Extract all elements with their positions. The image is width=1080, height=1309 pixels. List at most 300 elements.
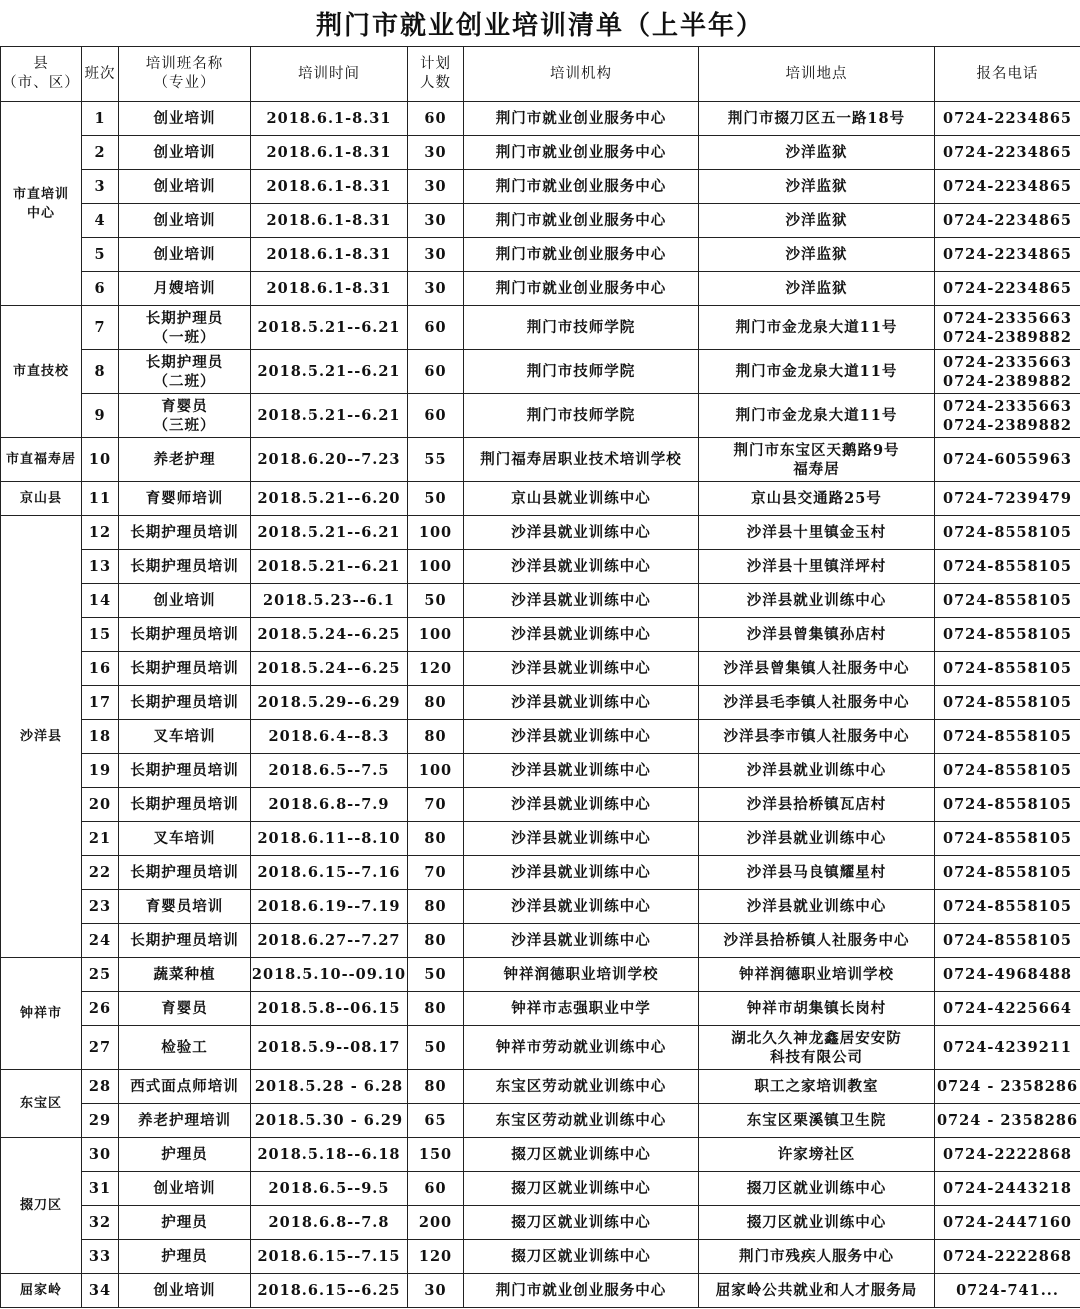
class-name-cell [119,754,251,788]
phone-line: 0724-2389882 [943,372,1072,390]
time-cell: 2018.5.21--6.21 [251,350,408,394]
header-county [1,47,82,102]
batch-cell: 34 [82,1274,119,1308]
institution-cell [464,1240,699,1274]
location-line: 许家塝社区 [777,1146,856,1163]
class-name-cell [119,102,251,136]
table-row [1,1172,1080,1206]
table-body [1,102,1080,1308]
phone-cell [935,1104,1080,1138]
header-row [1,47,1080,102]
plan-cell: 70 [408,856,464,890]
location-cell [699,306,935,350]
batch-cell: 14 [82,584,119,618]
batch-cell: 2 [82,136,119,170]
institution-cell [464,584,699,618]
table-row [1,1104,1080,1138]
batch-cell: 17 [82,686,119,720]
county-name-line: 市直福寿居 [5,452,76,467]
location-line: 荆门市金龙泉大道11号 [735,319,898,336]
phone-line: 0724-8558105 [943,762,1072,779]
table-row [1,1026,1080,1070]
time-cell: 2018.5.21--6.21 [251,394,408,438]
phone-cell [935,516,1080,550]
batch-cell: 13 [82,550,119,584]
batch-cell: 23 [82,890,119,924]
location-line: 钟祥润德职业培训学校 [739,966,894,983]
institution-cell [464,652,699,686]
phone-cell [935,350,1080,394]
plan-cell: 50 [408,958,464,992]
location-cell [699,822,935,856]
location-line: 沙洋县拾桥镇瓦店村 [746,796,887,813]
table-row [1,584,1080,618]
phone-line: 0724-2447160 [943,1214,1072,1231]
location-line: 沙洋监狱 [785,246,848,263]
county-name-line: 屈家岭 [19,1283,62,1298]
batch-cell: 9 [82,394,119,438]
table-row [1,272,1080,306]
class-name-cell [119,170,251,204]
class-name-line: 创业培训 [153,178,216,195]
time-cell: 2018.6.15--7.16 [251,856,408,890]
class-name-cell [119,1172,251,1206]
batch-cell: 33 [82,1240,119,1274]
class-name-line: 护理员 [161,1146,208,1163]
phone-cell [935,272,1080,306]
table-row [1,170,1080,204]
phone-cell [935,584,1080,618]
class-name-line: 长期护理员 [145,309,224,327]
institution-cell [464,890,699,924]
table-row [1,1206,1080,1240]
time-cell: 2018.6.19--7.19 [251,890,408,924]
phone-cell [935,1026,1080,1070]
class-name-cell [119,618,251,652]
time-cell: 2018.6.27--7.27 [251,924,408,958]
class-name-cell [119,1070,251,1104]
class-name-line: 长期护理员培训 [130,694,239,711]
phone-line: 0724-8558105 [943,694,1072,711]
time-cell: 2018.6.1-8.31 [251,102,408,136]
phone-cell [935,618,1080,652]
time-cell: 2018.5.8--06.15 [251,992,408,1026]
training-table [0,46,1080,1308]
class-name-cell [119,204,251,238]
location-line: 沙洋监狱 [785,212,848,229]
batch-cell: 27 [82,1026,119,1070]
location-line: 职工之家培训教室 [754,1078,879,1095]
phone-cell [935,482,1080,516]
plan-cell: 80 [408,686,464,720]
table-row [1,822,1080,856]
class-name-line: （一班） [153,328,216,346]
institution-cell [464,788,699,822]
institution-cell [464,1104,699,1138]
phone-cell [935,1240,1080,1274]
time-cell: 2018.6.5--7.5 [251,754,408,788]
location-cell [699,1138,935,1172]
location-line: 掇刀区就业训练中心 [746,1180,887,1197]
table-row [1,438,1080,482]
location-cell [699,924,935,958]
location-cell [699,618,935,652]
institution-line: 荆门市就业创业服务中心 [495,178,667,195]
institution-line: 沙洋县就业训练中心 [511,762,651,779]
phone-line: 0724-8558105 [943,796,1072,813]
plan-cell: 100 [408,516,464,550]
location-line: 沙洋县就业训练中心 [746,592,887,609]
table-row [1,238,1080,272]
location-cell [699,516,935,550]
header-plan-line2: 人数 [420,75,451,91]
class-name-line: （二班） [153,372,216,390]
location-cell [699,720,935,754]
class-name-cell [119,584,251,618]
class-name-cell [119,482,251,516]
table-row [1,754,1080,788]
plan-cell: 100 [408,550,464,584]
batch-cell: 20 [82,788,119,822]
phone-line: 0724-4239211 [943,1039,1072,1056]
county-name-line: 东宝区 [19,1096,62,1111]
plan-cell: 80 [408,822,464,856]
location-cell [699,992,935,1026]
institution-cell [464,482,699,516]
table-row [1,686,1080,720]
class-name-cell [119,1240,251,1274]
location-line: 福寿居 [793,460,840,478]
phone-cell [935,1274,1080,1308]
institution-cell [464,958,699,992]
class-name-cell [119,550,251,584]
phone-line: 0724-2234865 [943,246,1072,263]
institution-cell [464,170,699,204]
header-plan [408,47,464,102]
institution-cell [464,992,699,1026]
location-line: 沙洋县拾桥镇人社服务中心 [723,932,910,949]
plan-cell: 70 [408,788,464,822]
institution-cell [464,1070,699,1104]
institution-cell [464,720,699,754]
plan-cell: 150 [408,1138,464,1172]
plan-cell: 60 [408,102,464,136]
batch-cell: 30 [82,1138,119,1172]
location-line: 沙洋县就业训练中心 [746,762,887,779]
plan-cell: 30 [408,170,464,204]
phone-cell [935,754,1080,788]
batch-cell: 18 [82,720,119,754]
header-class [119,47,251,102]
class-name-line: 创业培训 [153,212,216,229]
phone-line: 0724-8558105 [943,728,1072,745]
class-name-cell [119,438,251,482]
county-name-line: 钟祥市 [19,1006,62,1021]
phone-line: 0724-4968488 [943,966,1072,983]
phone-line: 0724-741... [956,1282,1059,1299]
batch-cell: 31 [82,1172,119,1206]
institution-line: 京山县就业训练中心 [511,490,651,507]
county-name-line: 掇刀区 [19,1198,62,1213]
phone-cell [935,438,1080,482]
location-cell [699,170,935,204]
table-row [1,394,1080,438]
batch-cell: 26 [82,992,119,1026]
plan-cell: 120 [408,652,464,686]
phone-line: 0724-2222868 [943,1248,1072,1265]
phone-line: 0724-2335663 [943,397,1072,415]
time-cell: 2018.5.9--08.17 [251,1026,408,1070]
class-name-line: 护理员 [161,1248,208,1265]
institution-cell [464,136,699,170]
location-line: 湖北久久神龙鑫居安安防 [731,1029,902,1047]
location-cell [699,394,935,438]
class-name-cell [119,924,251,958]
time-cell: 2018.5.21--6.21 [251,550,408,584]
class-name-cell [119,720,251,754]
plan-cell: 55 [408,438,464,482]
location-line: 沙洋监狱 [785,144,848,161]
phone-line: 0724-8558105 [943,864,1072,881]
institution-cell [464,204,699,238]
institution-cell [464,924,699,958]
institution-cell [464,686,699,720]
phone-line: 0724-2335663 [943,309,1072,327]
phone-cell [935,136,1080,170]
plan-cell: 80 [408,924,464,958]
plan-cell: 80 [408,890,464,924]
class-name-line: 叉车培训 [153,830,216,847]
phone-line: 0724-2234865 [943,280,1072,297]
class-name-line: 育婴师培训 [145,490,224,507]
location-cell [699,102,935,136]
class-name-line: 检验工 [161,1039,208,1056]
institution-cell [464,102,699,136]
phone-line: 0724-7239479 [943,490,1072,507]
phone-line: 0724-8558105 [943,592,1072,609]
class-name-cell [119,1026,251,1070]
table-row [1,890,1080,924]
class-name-line: 育婴员培训 [145,898,224,915]
table-row [1,924,1080,958]
location-cell [699,350,935,394]
location-line: 沙洋县十里镇金玉村 [746,524,887,541]
class-name-line: 创业培训 [153,246,216,263]
institution-line: 钟祥市劳动就业训练中心 [495,1039,667,1056]
location-cell [699,958,935,992]
institution-line: 东宝区劳动就业训练中心 [495,1112,667,1129]
class-name-line: 长期护理员培训 [130,762,239,779]
plan-cell: 30 [408,136,464,170]
class-name-cell [119,306,251,350]
location-line: 屈家岭公共就业和人才服务局 [715,1282,918,1299]
batch-cell: 3 [82,170,119,204]
institution-cell [464,350,699,394]
phone-cell [935,992,1080,1026]
time-cell: 2018.6.1-8.31 [251,136,408,170]
batch-cell: 5 [82,238,119,272]
class-name-cell [119,1138,251,1172]
plan-cell: 100 [408,618,464,652]
plan-cell: 60 [408,306,464,350]
class-name-line: 长期护理员 [145,353,224,371]
location-cell [699,1070,935,1104]
class-name-line: 长期护理员培训 [130,524,239,541]
time-cell: 2018.6.8--7.8 [251,1206,408,1240]
table-row [1,856,1080,890]
location-line: 东宝区栗溪镇卫生院 [746,1112,887,1129]
institution-line: 沙洋县就业训练中心 [511,728,651,745]
header-batch: 班次 [82,47,119,102]
location-cell [699,1240,935,1274]
class-name-cell [119,890,251,924]
county-name-line: 市直技校 [12,364,69,379]
batch-cell: 10 [82,438,119,482]
class-name-line: 创业培训 [153,110,216,127]
location-cell [699,686,935,720]
plan-cell: 30 [408,1274,464,1308]
plan-cell: 50 [408,584,464,618]
institution-cell [464,272,699,306]
location-cell [699,1172,935,1206]
location-line: 京山县交通路25号 [751,490,882,507]
page-title: 荆门市就业创业培训清单（上半年） [315,10,764,41]
class-name-line: 叉车培训 [153,728,216,745]
class-name-cell [119,136,251,170]
table-row [1,102,1080,136]
location-line: 沙洋监狱 [785,280,848,297]
location-cell [699,204,935,238]
header-county-line1: 县 [33,56,49,72]
institution-line: 沙洋县就业训练中心 [511,830,651,847]
header-plan-line1: 计划 [420,56,451,72]
location-cell [699,1026,935,1070]
phone-cell [935,1206,1080,1240]
location-cell [699,272,935,306]
institution-line: 沙洋县就业训练中心 [511,694,651,711]
phone-cell [935,1138,1080,1172]
county-cell [1,958,82,1070]
location-cell [699,136,935,170]
location-cell [699,856,935,890]
location-cell [699,890,935,924]
header-class-line2: （专业） [153,75,216,91]
plan-cell: 200 [408,1206,464,1240]
table-row [1,1240,1080,1274]
batch-cell: 16 [82,652,119,686]
institution-line: 东宝区劳动就业训练中心 [495,1078,667,1095]
class-name-line: 长期护理员培训 [130,864,239,881]
phone-cell [935,890,1080,924]
table-row [1,1070,1080,1104]
institution-line: 荆门市技师学院 [526,363,636,380]
class-name-cell [119,272,251,306]
plan-cell: 100 [408,754,464,788]
phone-line: 0724-2222868 [943,1146,1072,1163]
location-line: 沙洋县毛李镇人社服务中心 [723,694,910,711]
header-institution: 培训机构 [464,47,699,102]
location-line: 荆门市残疾人服务中心 [739,1248,894,1265]
class-name-cell [119,238,251,272]
phone-cell [935,394,1080,438]
time-cell: 2018.5.29--6.29 [251,686,408,720]
institution-cell [464,822,699,856]
location-cell [699,482,935,516]
table-row [1,652,1080,686]
time-cell: 2018.5.23--6.1 [251,584,408,618]
batch-cell: 12 [82,516,119,550]
table-row [1,350,1080,394]
class-name-line: 育婴员 [161,397,208,415]
institution-line: 沙洋县就业训练中心 [511,558,651,575]
class-name-line: 创业培训 [153,1180,216,1197]
time-cell: 2018.5.24--6.25 [251,618,408,652]
class-name-line: 创业培训 [153,592,216,609]
location-cell [699,1274,935,1308]
location-cell [699,1104,935,1138]
phone-cell [935,958,1080,992]
institution-line: 荆门市就业创业服务中心 [495,212,667,229]
location-line: 荆门市金龙泉大道11号 [735,363,898,380]
phone-cell [935,204,1080,238]
header-county-line2: （市、区） [2,75,80,91]
class-name-line: 蔬菜种植 [153,966,216,983]
time-cell: 2018.5.18--6.18 [251,1138,408,1172]
table-row [1,992,1080,1026]
class-name-cell [119,394,251,438]
county-cell [1,306,82,438]
institution-line: 荆门福寿居职业技术培训学校 [480,451,682,468]
institution-line: 沙洋县就业训练中心 [511,898,651,915]
institution-line: 荆门市就业创业服务中心 [495,280,667,297]
batch-cell: 1 [82,102,119,136]
phone-cell [935,306,1080,350]
institution-line: 沙洋县就业训练中心 [511,864,651,881]
class-name-cell [119,1206,251,1240]
plan-cell: 60 [408,350,464,394]
phone-line: 0724-8558105 [943,524,1072,541]
location-line: 荆门市掇刀区五一路18号 [727,110,906,127]
phone-line: 0724-2335663 [943,353,1072,371]
batch-cell: 7 [82,306,119,350]
institution-line: 荆门市技师学院 [526,407,636,424]
county-cell [1,482,82,516]
time-cell: 2018.6.1-8.31 [251,272,408,306]
location-cell [699,550,935,584]
location-line: 荆门市金龙泉大道11号 [735,407,898,424]
institution-cell [464,550,699,584]
county-name-line: 中心 [26,205,55,221]
batch-cell: 6 [82,272,119,306]
table-row [1,618,1080,652]
location-line: 掇刀区就业训练中心 [746,1214,887,1231]
phone-line: 0724-8558105 [943,898,1072,915]
phone-cell [935,238,1080,272]
institution-cell [464,1138,699,1172]
phone-cell [935,788,1080,822]
phone-line: 0724-8558105 [943,660,1072,677]
phone-cell [935,170,1080,204]
class-name-cell [119,350,251,394]
class-name-cell [119,1274,251,1308]
header-class-line1: 培训班名称 [145,56,224,72]
class-name-cell [119,822,251,856]
time-cell: 2018.6.1-8.31 [251,170,408,204]
location-cell [699,754,935,788]
plan-cell: 80 [408,720,464,754]
phone-line: 0724-2234865 [943,212,1072,229]
institution-line: 钟祥润德职业培训学校 [503,966,659,983]
